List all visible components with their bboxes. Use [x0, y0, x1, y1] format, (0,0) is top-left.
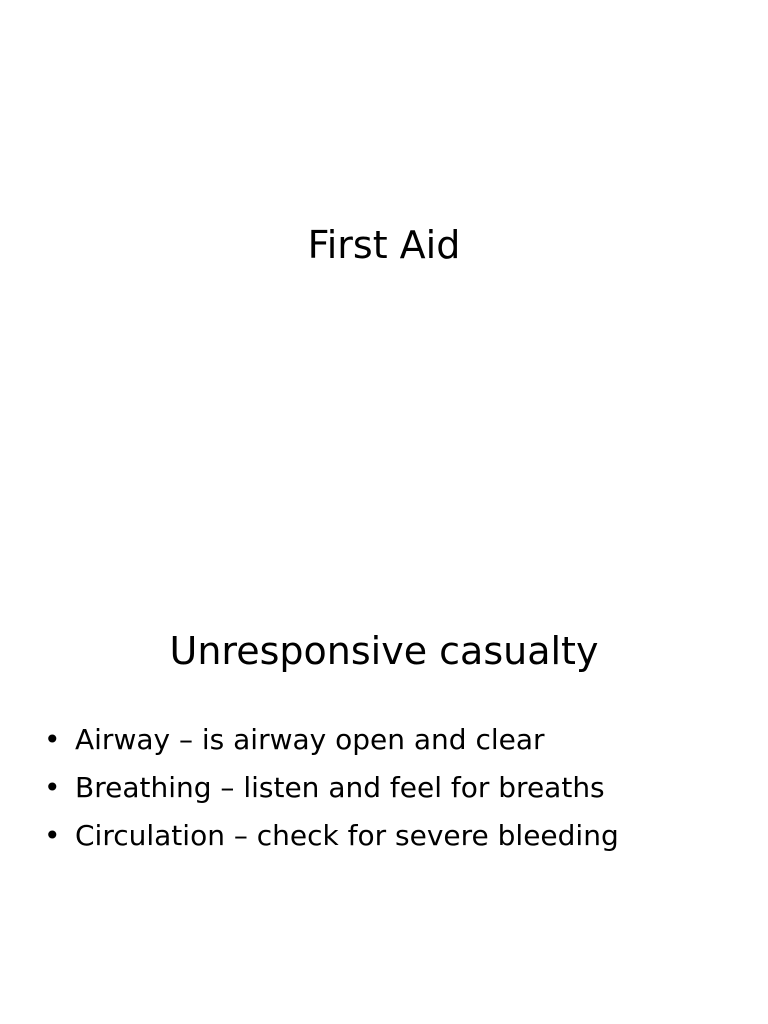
bullet-text: Airway – is airway open and clear [75, 723, 545, 756]
slide-content [0, 512, 768, 1024]
bullet-item [44, 812, 619, 860]
bullet-text: Breathing – listen and feel for breaths [75, 771, 605, 804]
bullet-icon: • [44, 771, 61, 804]
bullet-list [44, 716, 619, 860]
bullet-item [44, 716, 619, 764]
bullet-text: Circulation – check for severe bleeding [75, 819, 619, 852]
bullet-icon: • [44, 819, 61, 852]
slide-content-heading: Unresponsive casualty [169, 629, 599, 673]
bullet-item [44, 764, 619, 812]
slide-title-heading: First Aid [307, 223, 461, 267]
bullet-icon: • [44, 723, 61, 756]
